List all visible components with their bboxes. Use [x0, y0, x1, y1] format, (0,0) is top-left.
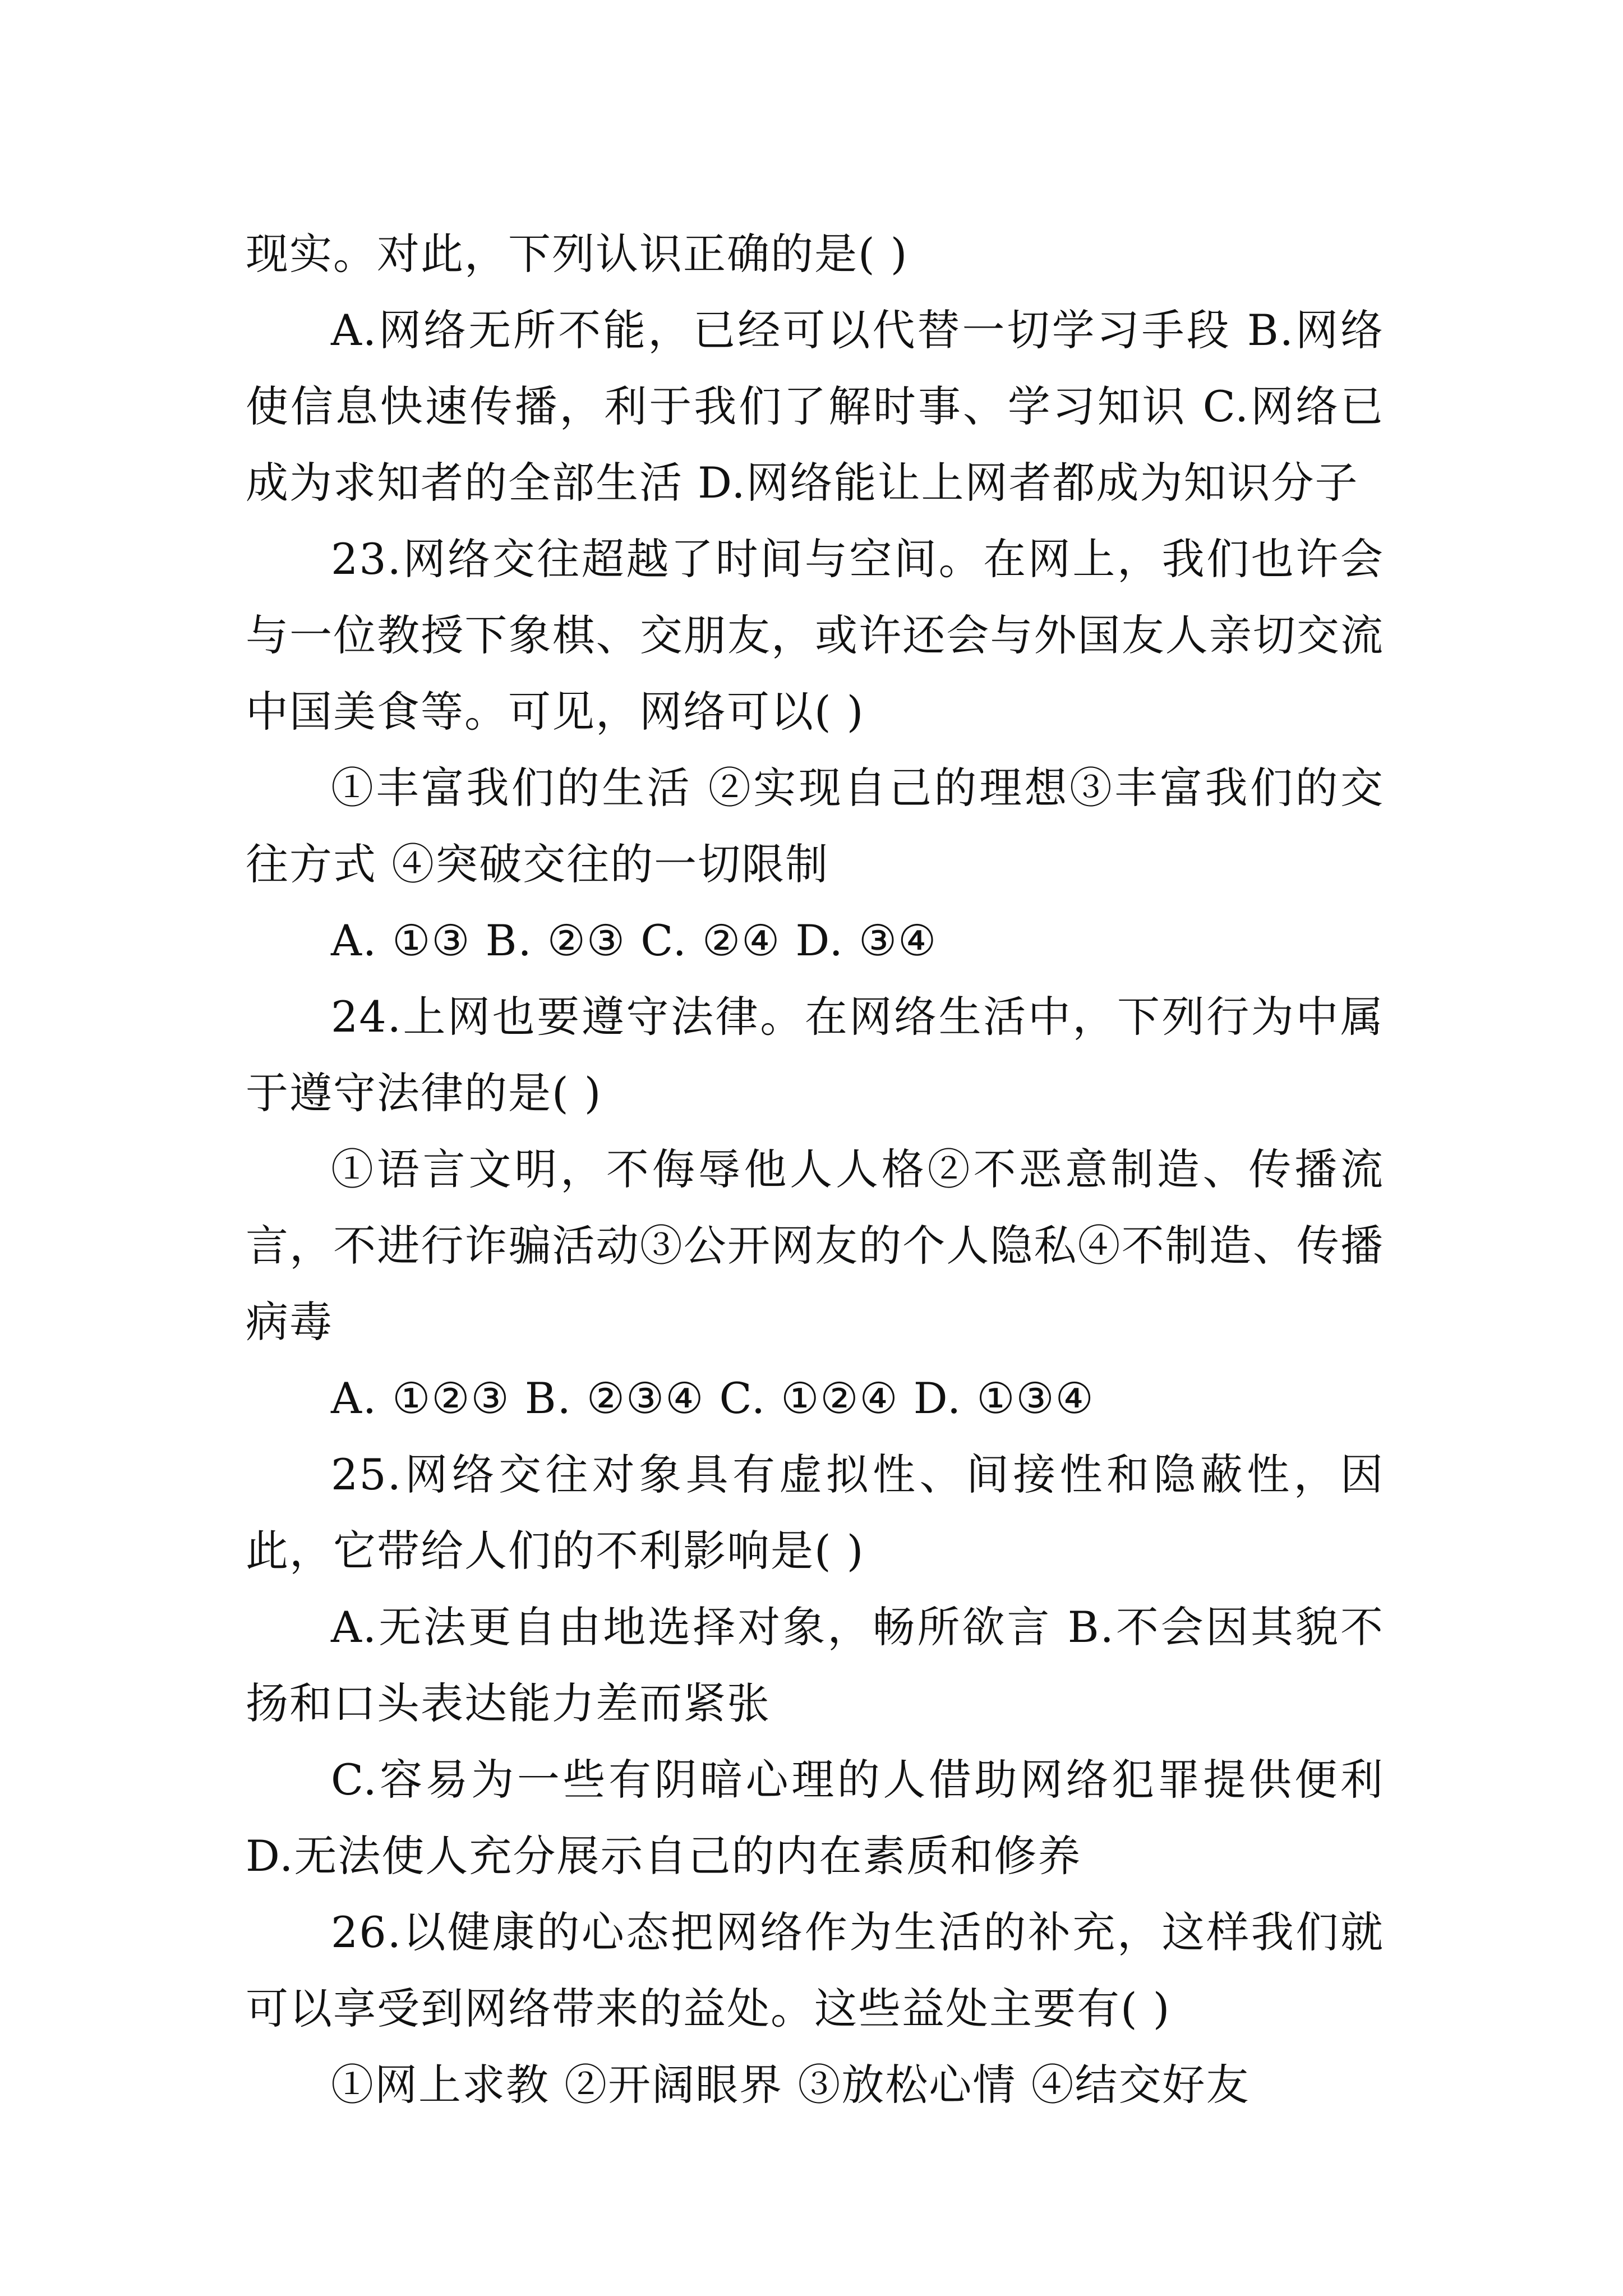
question-23-stem: 23.网络交往超越了时间与空间。在网上，我们也许会与一位教授下象棋、交朋友，或许还会与外国友人亲切交流中国美食等。可见，网络可以( ) — [246, 534, 1384, 737]
document-body — [246, 216, 1384, 2123]
question-25-options-ab: A.无法更自由地选择对象，畅所欲言 B.不会因其貌不扬和口头表达能力差而紧张 — [246, 1602, 1384, 1728]
question-26-stem: 26.以健康的心态把网络作为生活的补充，这样我们就可以享受到网络带来的益处。这些益处主要有( ) — [246, 1907, 1384, 2033]
question-24-statements: ①语言文明，不侮辱他人人格②不恶意制造、传播流言，不进行诈骗活动③公开网友的个人隐私④不制造、传播病毒 — [246, 1144, 1384, 1347]
question-23-options: A. ①③ B. ②③ C. ②④ D. ③④ — [331, 915, 938, 965]
question-25-stem: 25.网络交往对象具有虚拟性、间接性和隐蔽性，因此，它带给人们的不利影响是( ) — [246, 1450, 1384, 1576]
question-26-statements: ①网上求教 ②开阔眼界 ③放松心情 ④结交好友 — [331, 2060, 1250, 2110]
question-22-stem-continuation: 现实。对此，下列认识正确的是( ) — [246, 229, 909, 279]
question-25-options-cd: C.容易为一些有阴暗心理的人借助网络犯罪提供便利 D.无法使人充分展示自己的内在素质和修养 — [246, 1755, 1384, 1881]
question-23-statements: ①丰富我们的生活 ②实现自己的理想③丰富我们的交往方式 ④突破交往的一切限制 — [246, 763, 1384, 889]
question-22-options: A.网络无所不能，已经可以代替一切学习手段 B.网络使信息快速传播，利于我们了解时事、学习知识 C.网络已成为求知者的全部生活 D.网络能让上网者都成为知识分子 — [246, 305, 1384, 508]
question-24-stem: 24.上网也要遵守法律。在网络生活中，下列行为中属于遵守法律的是( ) — [246, 992, 1384, 1118]
question-24-options: A. ①②③ B. ②③④ C. ①②④ D. ①③④ — [331, 1373, 1095, 1423]
